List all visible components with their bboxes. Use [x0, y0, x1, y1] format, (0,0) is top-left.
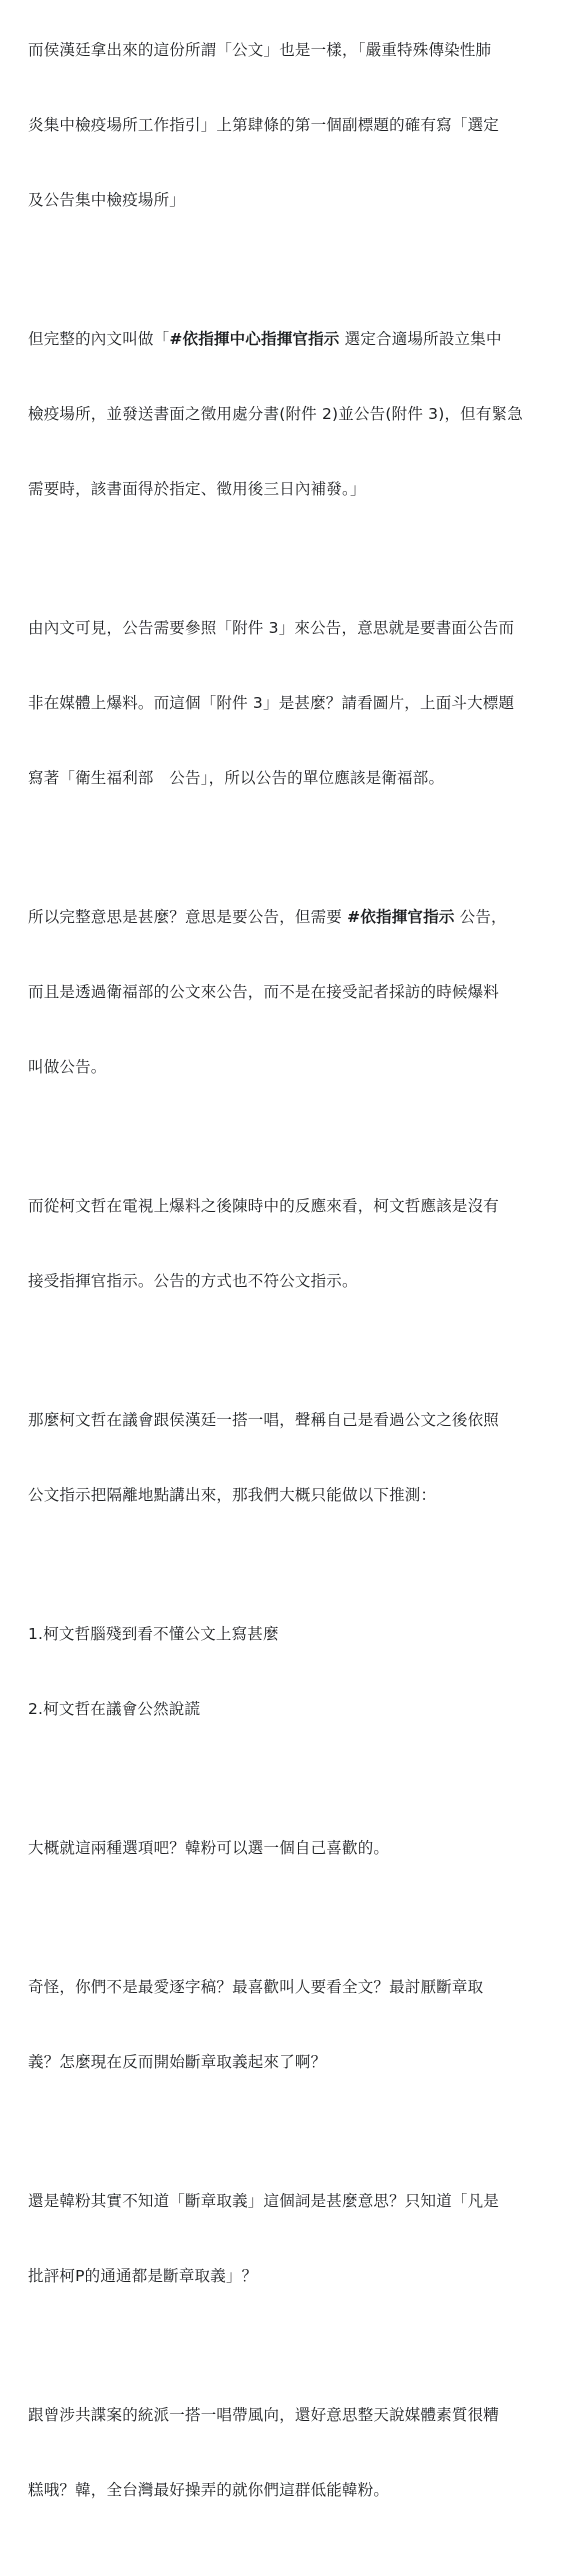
paragraph-7-list [28, 1572, 541, 1772]
text-line: 而侯漢廷拿出來的這份所謂「公文」也是一樣，「嚴重特殊傳染性肺 [28, 41, 492, 59]
text-line: 還是韓粉其實不知道「斷章取義」這個詞是甚麼意思？只知道「凡是 [28, 2192, 500, 2210]
text-line: 批評柯P的通通都是斷章取義」？ [28, 2267, 258, 2285]
text-line: 義？怎麼現在反而開始斷章取義起來了啊？ [28, 2053, 327, 2071]
text-line-with-hashtag: 所以完整意思是甚麼？意思是要公告，但需要 #依指揮官指示 公告， [28, 908, 507, 926]
text-line-with-hashtag: 但完整的內文叫做「#依指揮中心指揮官指示 選定合適場所設立集中 [28, 330, 502, 348]
paragraph-4 [28, 855, 541, 1130]
text-line: 大概就這兩種選項吧？韓粉可以選一個自己喜歡的。 [28, 1839, 390, 1857]
text-line: 炎集中檢疫場所工作指引」上第肆條的第一個副標題的確有寫「選定 [28, 116, 500, 134]
text-line: 而從柯文哲在電視上爆料之後陳時中的反應來看，柯文哲應該是沒有 [28, 1197, 500, 1215]
text-line: 檢疫場所，並發送書面之徵用處分書(附件 2)並公告(附件 3)，但有緊急 [28, 405, 523, 423]
paragraph-3 [28, 566, 541, 841]
text-line: 需要時，該書面得於指定、徵用後三日內補發。」 [28, 480, 366, 498]
text-line: 叫做公告。 [28, 1058, 107, 1076]
paragraph-10 [28, 2139, 541, 2339]
hashtag-link[interactable]: #依指揮中心指揮官指示 [169, 330, 340, 348]
text-line: 奇怪，你們不是最愛逐字稿？最喜歡叫人要看全文？最討厭斷章取 [28, 1978, 484, 1996]
list-item: 2.柯文哲在議會公然說謊 [28, 1700, 201, 1718]
paragraph-6 [28, 1358, 541, 1558]
list-item: 1.柯文哲腦殘到看不懂公文上寫甚麼 [28, 1625, 279, 1643]
paragraph-2 [28, 277, 541, 552]
hashtag-link[interactable]: #依指揮官指示 [347, 908, 455, 926]
paragraph-9 [28, 1925, 541, 2125]
text-line: 跟曾涉共諜案的統派一搭一唱帶風向，還好意思整天說媒體素質很糟 [28, 2406, 500, 2424]
paragraph-1 [28, 0, 541, 263]
text-line: 寫著「衛生福利部 公告」，所以公告的單位應該是衛福部。 [28, 769, 445, 787]
text-line: 而且是透過衛福部的公文來公告，而不是在接受記者採訪的時候爆料 [28, 983, 500, 1001]
text-line: 及公告集中檢疫場所」 [28, 191, 186, 209]
text-line: 公文指示把隔離地點講出來，那我們大概只能做以下推測： [28, 1486, 437, 1504]
paragraph-8 [28, 1786, 541, 1911]
text-line: 糕哦？韓，全台灣最好操弄的就你們這群低能韓粉。 [28, 2481, 390, 2499]
text-line: 那麼柯文哲在議會跟侯漢廷一搭一唱，聲稱自己是看過公文之後依照 [28, 1411, 500, 1429]
paragraph-5 [28, 1144, 541, 1344]
text-line: 由內文可見，公告需要參照「附件 3」來公告，意思就是要書面公告而 [28, 619, 515, 637]
text-line: 非在媒體上爆料。而這個「附件 3」是甚麼？請看圖片，上面斗大標題 [28, 694, 515, 712]
paragraph-11 [28, 2353, 541, 2553]
text-line: 接受指揮官指示。公告的方式也不符公文指示。 [28, 1272, 358, 1290]
